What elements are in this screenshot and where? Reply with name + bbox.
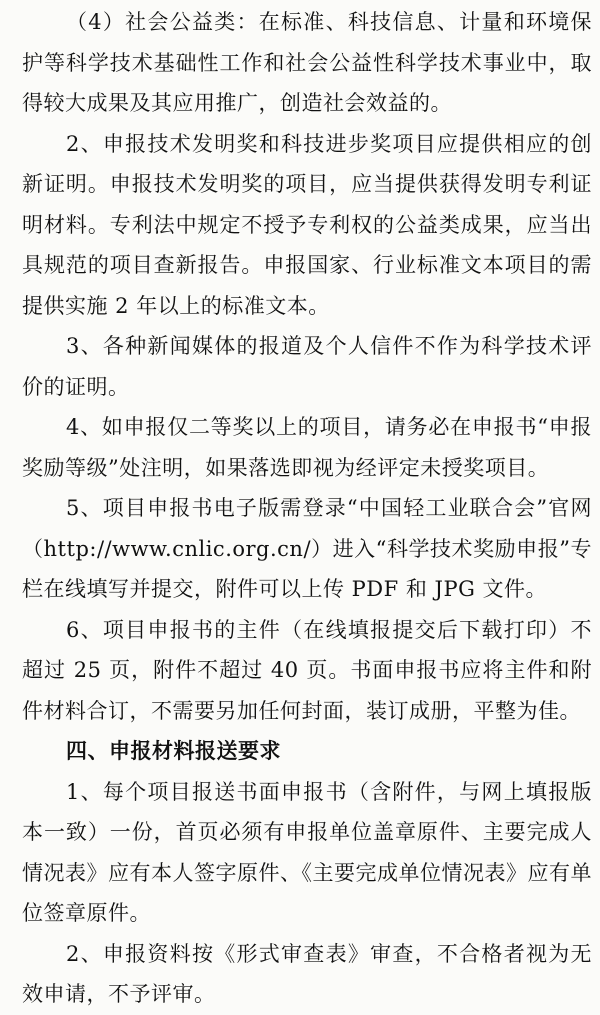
paragraph-public-welfare-category: （4）社会公益类：在标准、科技信息、计量和环境保护等科学技术基础性工作和社会公益性科学技术事业中，取得较大成果及其应用推广，创造社会效益的。 xyxy=(22,10,592,115)
paragraph-paper-submission: 1、每个项目报送书面申报书（含附件，与网上填报版本一致）一份，首页必须有申报单位盖章原件、主要完成人情况表》应有本人签字原件、《主要完成单位情况表》应有单位签章原件。 xyxy=(22,779,592,925)
paragraph-formal-review: 2、申报资料按《形式审查表》审查，不合格者视为无效申请，不予评审。 xyxy=(22,941,592,1006)
paragraph-media-reports: 3、各种新闻媒体的报道及个人信件不作为科学技术评价的证明。 xyxy=(22,334,592,399)
section-heading: 四、申报材料报送要求 xyxy=(66,739,281,763)
paragraph-innovation-proof: 2、申报技术发明奖和科技进步奖项目应提供相应的创新证明。申报技术发明奖的项目，应当提供获得发明专利证明材料。专利法中规定不授予专利权的公益类成果，应当出具规范的项目查新报告。申报国家、行业标准文本项目的需提供实施 2 年以上的标准文本。 xyxy=(22,131,592,318)
paragraph-award-level: 4、如申报仅二等奖以上的项目，请务必在申报书“申报奖励等级”处注明，如果落选即视为经评定未授奖项目。 xyxy=(22,415,592,480)
paragraph-page-limits: 6、项目申报书的主件（在线填报提交后下载打印）不超过 25 页，附件不超过 40 页。书面申报书应将主件和附件材料合订，不需要另加任何封面，装订成册，平整为佳。 xyxy=(22,617,592,723)
paragraph-online-submission: 5、项目申报书电子版需登录“中国轻工业联合会”官网（http://www.cnlic.org.cn/）进入“科学技术奖励申报”专栏在线填写并提交，附件可以上传 PDF 和 JPG 文件。 xyxy=(22,496,592,601)
